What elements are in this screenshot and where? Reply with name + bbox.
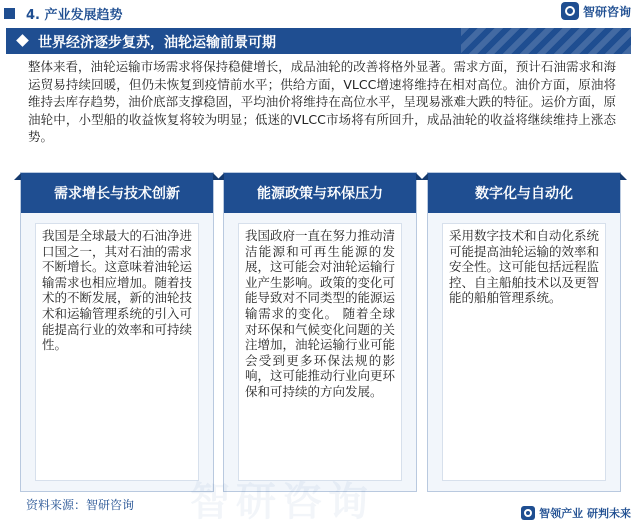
section-title: 4. 产业发展趋势 <box>26 8 123 23</box>
card-title: 需求增长与技术创新 <box>21 173 213 213</box>
section-marker-icon <box>4 8 15 19</box>
banner-title: 世界经济逐步复苏，油轮运输前景可期 <box>38 35 276 51</box>
card-title: 数字化与自动化 <box>428 173 620 213</box>
title-banner <box>6 28 631 54</box>
footer-slogan: 智领产业 研判未来 <box>539 507 631 520</box>
diamond-icon <box>16 34 29 47</box>
card-body: 我国政府一直在努力推动清洁能源和可再生能源的发展，这可能会对油轮运输行业产生影响。政策的变化可能导致对不同类型的能源运输需求的变化。 随着全球对环保和气候变化问题的关注增加，油轮运输行业可能会受到更多环保法规的影响，这可能推动行业向更环保和可持续的方向发展。 <box>238 223 402 481</box>
card-body: 我国是全球最大的石油净进口国之一，其对石油的需求不断增长。这意味着油轮运输需求也相应增加。随着技术的不断发展，新的油轮技术和运输管理系统的引入可能提高行业的效率和可持续性。 <box>35 223 199 481</box>
intro-paragraph: 整体来看，油轮运输市场需求将保持稳健增长，成品油轮的改善将格外显著。需求方面，预计石油需求和海运贸易持续回暖，但仍未恢复到疫情前水平；供给方面，VLCC增速将维持在相对高位。油价方面，原油将维持去库存趋势，油价底部支撑稳固，平均油价将维持在高位水平，呈现易涨难大跌的特征。运价方面，原油轮中，小型船的收益恢复将较为明显；低迷的VLCC市场将有所回升，成品油轮的收益将继续维持上涨态势。 <box>28 59 616 145</box>
top-bar <box>0 0 637 26</box>
watermark: 智研咨询 <box>190 479 374 525</box>
card-body: 采用数字技术和自动化系统可能提高油轮运输的效率和安全性。这可能包括远程监控、自主船舶技术以及更智能的船舶管理系统。 <box>442 223 606 481</box>
footer-brand <box>521 505 631 521</box>
card-energy-policy <box>223 172 417 492</box>
banner-stripes <box>461 28 631 54</box>
brand-name: 智研咨询 <box>582 4 631 19</box>
brand-logo <box>561 2 631 20</box>
card-demand-tech <box>20 172 214 492</box>
zhiyan-logo-icon <box>561 2 579 20</box>
card-digital-automation <box>427 172 621 492</box>
source-note: 资料来源：智研咨询 <box>26 498 135 512</box>
zhiyan-logo-icon <box>521 506 535 520</box>
card-title: 能源政策与环保压力 <box>224 173 416 213</box>
